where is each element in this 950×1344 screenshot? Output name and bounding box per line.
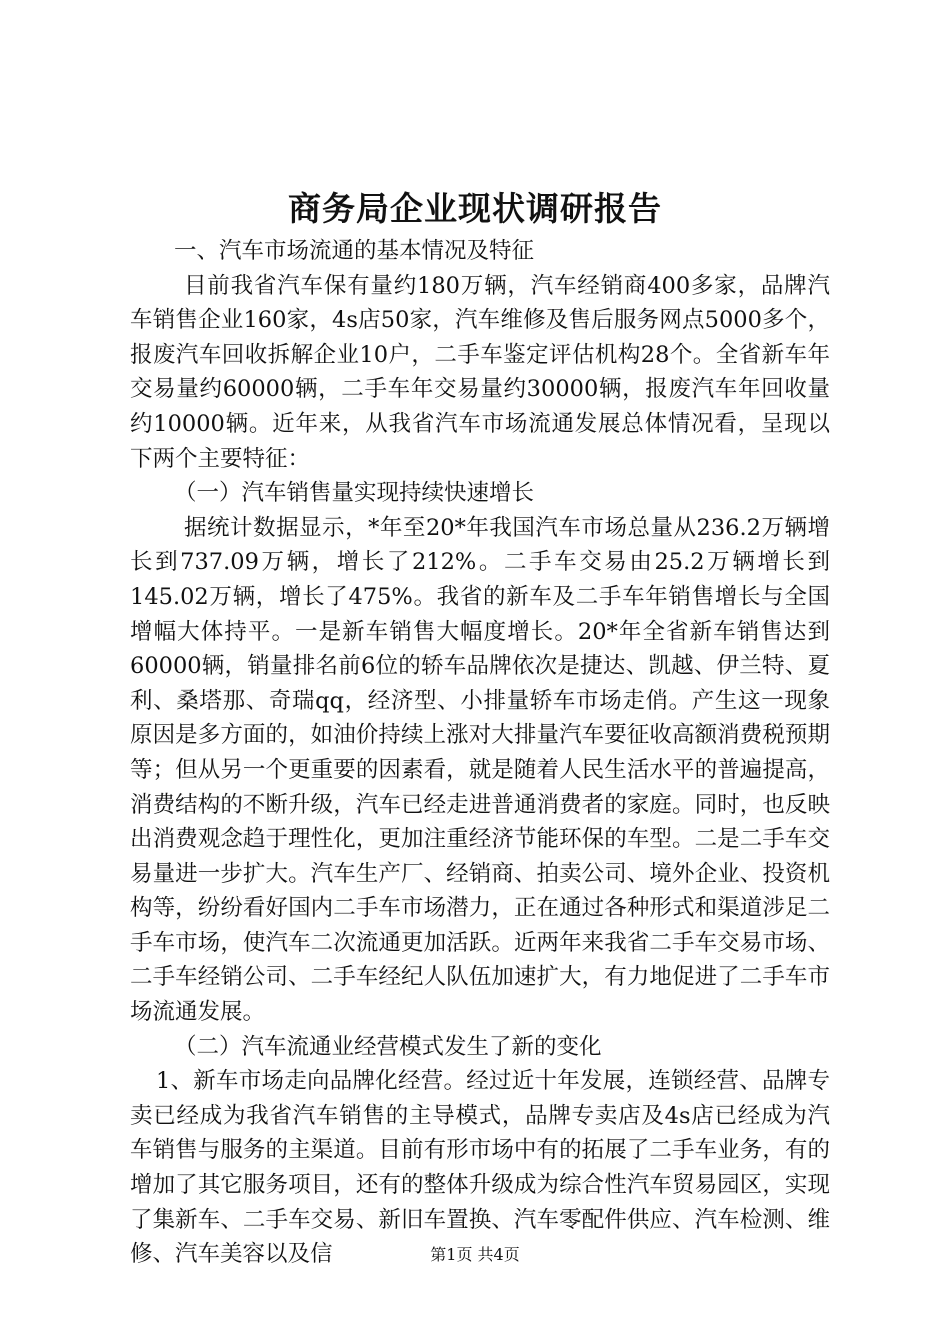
subsection-heading-1: （一）汽车销售量实现持续快速增长 [174,480,535,507]
paragraph-sales-growth: 据统计数据显示，*年至20*年我国汽车市场总量从236.2万辆增长到737.09万辆，增长了212%。二手车交易由25.2万辆增长到145.02万辆，增长了475%。我省的新车及二手车年销售增长与全国增幅大体持平。一是新车销售大幅度增长。20*年全省新车销售达到60000辆，销量排名前6位的轿车品牌依次是捷达、凯越、伊兰特、夏利、桑塔那、奇瑞qq，经济型、小排量轿车市场走俏。产生这一现象原因是多方面的，如油价持续上涨对大排量汽车要征收高额消费税预期等；但从另一个更重要的因素看，就是随着人民生活水平的普遍提高，消费结构的不断升级，汽车已经走进普通消费者的家庭。同时，也反映出消费观念趋于理性化，更加注重经济节能环保的车型。二是二手车交易量进一步扩大。汽车生产厂、经销商、拍卖公司、境外企业、投资机构等，纷纷看好国内二手车市场潜力，正在通过各种形式和渠道涉足二手车市场，使汽车二次流通更加活跃。近两年来我省二手车交易市场、二手车经销公司、二手车经纪人队伍加速扩大，有力地促进了二手车市场流通发展。 [130,514,830,1026]
subsection-heading-2: （二）汽车流通业经营模式发生了新的变化 [174,1033,602,1060]
page-footer: 第1页 共4页 [430,1245,520,1264]
section-heading-1: 一、汽车市场流通的基本情况及特征 [174,238,535,264]
document-body [130,234,830,1272]
document-title: 商务局企业现状调研报告 [288,189,662,228]
paragraph-brand-operation: 1、新车市场走向品牌化经营。经过近十年发展，连锁经营、品牌专卖已经成为我省汽车销售的主导模式，品牌专卖店及4s店已经成为汽车销售与服务的主渠道。目前有形市场中有的拓展了二手车业务，有的增加了其它服务项目，还有的整体升级成为综合性汽车贸易园区，实现了集新车、二手车交易、新旧车置换、汽车零配件供应、汽车检测、维修、汽车美容以及信 [130,1068,830,1268]
paragraph-overview: 目前我省汽车保有量约180万辆，汽车经销商400多家，品牌汽车销售企业160家，4s店50家，汽车维修及售后服务网点5000多个，报废汽车回收拆解企业10户，二手车鉴定评估机构28个。全省新车年交易量约60000辆，二手车年交易量约30000辆，报废汽车年回收量约10000辆。近年来，从我省汽车市场流通发展总体情况看，呈现以下两个主要特征： [130,272,830,472]
